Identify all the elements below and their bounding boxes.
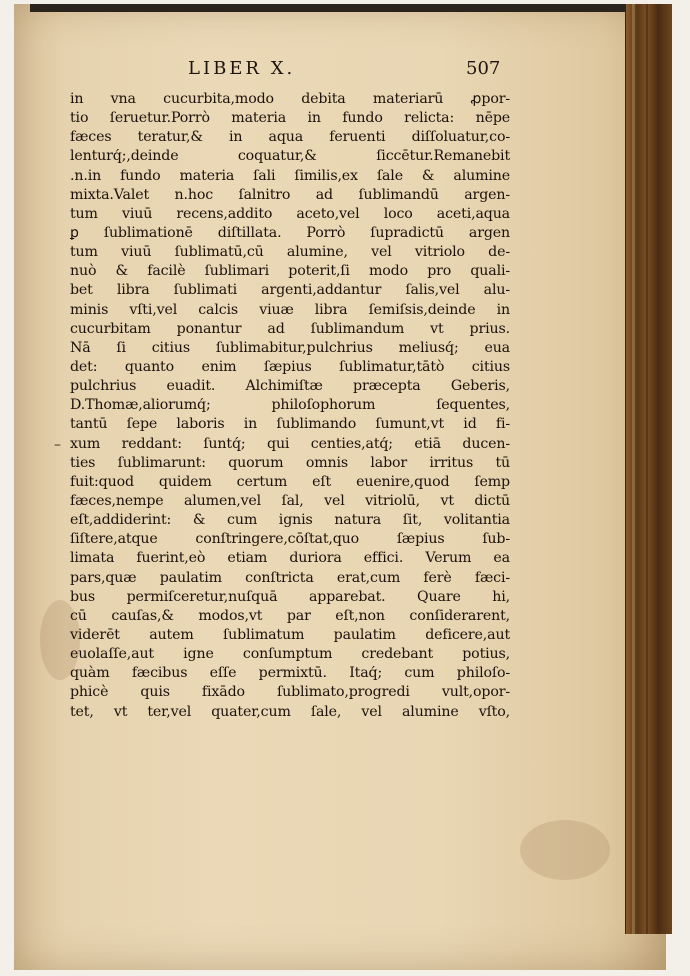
text-line: bet libra ſublimati argenti,addantur ſalis,vel alu- [70,282,510,299]
paper-stain [520,820,610,880]
text-line: det: quanto enim ſæpius ſublimatur,tātò citius [70,358,510,375]
text-line: viderēt autem ſublimatum paulatim deficere,aut [70,626,510,643]
top-edge-shadow [30,4,660,12]
text-line: in vna cucurbita,modo debita materiarū ꝓpor- [70,91,510,107]
text-line: bus permiſceretur,nuſquā apparebat. Quare hi, [70,588,510,605]
text-line: xum reddant: ſuntq́; qui centies,atq́; etiā ducen- [70,435,510,452]
text-line: tantū ſepe laboris in ſublimando ſumunt,vt id fi- [70,416,510,433]
text-line: quàm fæcibus eſſe permixtū. Itaq́; cum philoſo- [70,665,510,682]
text-line: fuit:quod quidem certum eſt euenire,quod ſemp [70,473,510,490]
text-line: Nā ſi citius ſublimabitur,pulchrius meliusq́; eua [70,339,510,356]
text-line: limata fuerint,eò etiam duriora effici. Verum ea [70,550,510,567]
body-text [70,90,510,722]
text-line: tum viuū ſublimatū,cū alumine, vel vitriolo de- [70,244,510,261]
text-line: tet, vt ter,vel quater,cum ſale, vel alumine vſto, [70,703,510,720]
text-line: mixta.Valet n.hoc ſalnitro ad ſublimandū argen- [70,186,510,203]
text-line: euolaſſe,aut igne conſumptum credebant potius, [70,646,510,663]
text-line: minis vſti,vel calcis viuæ libra ſemiſsis,deinde in [70,301,510,318]
margin-note: – [54,437,61,453]
text-line: cucurbitam ponantur ad ſublimandum vt prius. [70,320,510,337]
text-line: nuò & facilè ſublimari poterit,ſi modo pro quali- [70,263,510,280]
text-line: pars,quæ paulatim conſtricta erat,cum ferè fæci- [70,569,510,586]
text-line: D.Thomæ,aliorumq́; philoſophorum ſequentes, [70,397,510,414]
text-line: tum viuū recens,addito aceto,vel loco aceti,aqua [70,205,510,222]
text-line: phicè quis fixādo ſublimato,progredi vult,opor- [70,684,510,701]
text-line: ſiſtere,atque conſtringere,cōſtat,quo ſæpius ſub- [70,531,510,548]
page-number: 507 [466,58,501,79]
text-line: ꝑ ſublimationē diſtillata. Porrò ſupradictū argen [70,224,510,241]
text-line: fæces teratur,& in aqua feruenti diſſoluatur,co- [70,129,510,146]
text-line: lenturq́;,deinde coquatur,& ſiccētur.Remanebit [70,148,510,165]
text-line: cū cauſas,& modos,vt par eſt,non conſiderarent, [70,607,510,624]
text-line: ties ſublimarunt: quorum omnis labor irritus tū [70,454,510,471]
running-head: LIBER X. [188,58,296,79]
text-line: tio ſeruetur.Porrò materia in fundo relicta: nēpe [70,110,510,127]
text-line: fæces,nempe alumen,vel ſal, vel vitriolū, vt dictū [70,492,510,509]
text-line: eſt,addiderint: & cum ignis natura ſit, volitantia [70,512,510,529]
text-line: .n.in fundo materia ſali ſimilis,ex ſale & alumine [70,167,510,184]
book-spine [625,4,672,934]
text-line: pulchrius euadit. Alchimiſtæ præcepta Geberis, [70,378,510,395]
